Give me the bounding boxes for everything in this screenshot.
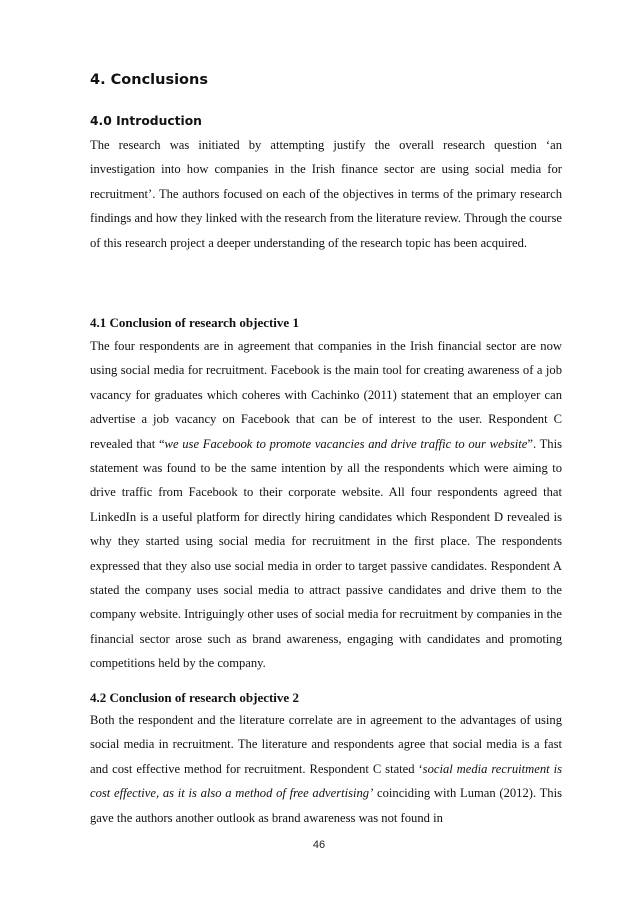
quote-text: social media recruitment is cost effective, as it is also a method of free advertising’ xyxy=(90,761,562,801)
paragraph-text: coinciding with Luman (2012). This gave the authors another outlook as brand awareness was not found in xyxy=(90,786,562,825)
chapter-heading: 4. Conclusions xyxy=(90,72,208,88)
paragraph-text: Both the respondent and the literature correlate are in agreement to the advantages of using social media in recruitment. The literature and respondents agree that social media is a fast and cost effective method for recruitment. Respondent C stated ‘ xyxy=(90,713,562,776)
section-heading-objective-1: 4.1 Conclusion of research objective 1 xyxy=(90,315,299,330)
section-heading-objective-2: 4.2 Conclusion of research objective 2 xyxy=(90,690,299,705)
paragraph-text: ”. This statement was found to be the same intention by all the respondents which were aiming to drive traffic from Facebook to their corporate website. All four respondents agreed that LinkedIn is a useful platform for directly hiring candidates which Respondent D revealed is why they started using social media for recruitment in the first place. The respondents expressed that they also use social media in order to target passive candidates. Respondent A stated the company uses social media to attract passive candidates and drive them to the company website. Intriguingly other uses of social media for recruitment by companies in the financial sector arose such as brand awareness, engaging with candidates and promoting competitions held by the company. xyxy=(90,436,562,671)
quote-text: we use Facebook to promote vacancies and drive traffic to our website xyxy=(164,436,528,451)
paragraph-objective-1 xyxy=(90,334,562,676)
paragraph-objective-2 xyxy=(90,708,562,830)
paragraph-introduction: The research was initiated by attempting justify the overall research question ‘an investigation into how companies in the Irish finance sector are using social media for recruitment’. The authors focused on each of the objectives in terms of the primary research findings and how they linked with the research from the literature review. Through the course of this research project a deeper understanding of the research topic has been acquired. xyxy=(90,138,562,250)
paragraph-text: The four respondents are in agreement that companies in the Irish financial sector are now using social media for recruitment. Facebook is the main tool for creating awareness of a job vacancy for graduates which coheres with Cachinko (2011) statement that an employer can advertise a job vacancy on Facebook that can be of interest to the user. Respondent C revealed that “ xyxy=(90,339,562,451)
page-number: 46 xyxy=(312,839,326,851)
section-heading-introduction: 4.0 Introduction xyxy=(90,114,202,128)
